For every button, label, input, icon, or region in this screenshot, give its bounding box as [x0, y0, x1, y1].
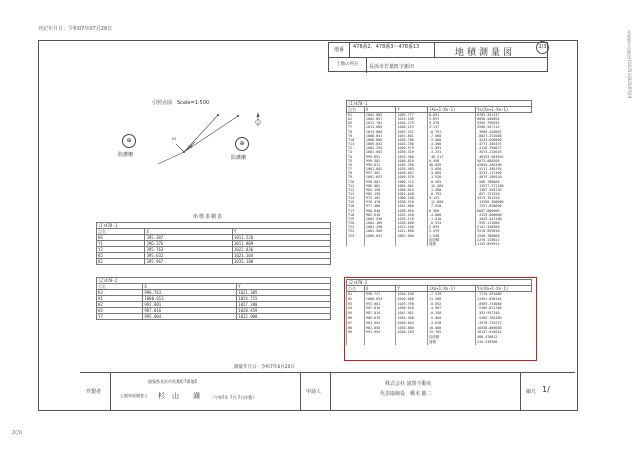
table-cell: 1001.560 [364, 229, 396, 233]
block2-label: (2)478-2 [97, 278, 331, 284]
table-cell: 1027.380 [237, 302, 331, 308]
table-cell: 986.676 [364, 316, 396, 321]
table-cell: H7 [347, 321, 365, 326]
table-cell: T9 [347, 175, 365, 179]
table-cell: T12 [347, 188, 365, 192]
table-cell: 395.763 [145, 247, 232, 253]
table-cell: 488.478612 [476, 335, 532, 340]
table-cell: -3243.600000 [476, 138, 532, 142]
area-calculation-table [346, 100, 532, 246]
table-cell: 1081.001 [396, 184, 428, 188]
table-cell: 976.470 [364, 200, 396, 204]
benchmark-right-icon: ⊕ [235, 137, 249, 151]
table-cell: -5166.621766 [476, 306, 532, 311]
table-cell: K3 [347, 121, 365, 125]
table-cell: 1035.405 [396, 167, 428, 171]
table-cell: 1000.842 [364, 234, 396, 238]
table-cell: 980.840 [364, 209, 396, 213]
table-cell: 998.801 [364, 180, 396, 184]
col-diff: (Xn+1-Xn-1) [427, 286, 475, 292]
coordinate-table-2 [96, 277, 331, 320]
table-cell: -1.280 [427, 188, 475, 192]
header-point: 点名 [97, 284, 143, 290]
table-cell: 977.480 [364, 204, 396, 208]
table-cell: -7.010 [427, 204, 475, 208]
coordinate-table-title: 座標求積表 [193, 214, 224, 220]
table-cell: 5073.088200 [476, 159, 532, 163]
table-cell [396, 340, 428, 345]
table-cell: -12.560 [427, 184, 475, 188]
table-cell: -5.050 [427, 167, 475, 171]
table-cell: 面積 [427, 242, 475, 246]
table-cell: -3233.117460 [476, 171, 532, 175]
table-cell: T8 [347, 171, 365, 175]
table-cell: 0.998 [427, 159, 475, 163]
col-y: Y [396, 107, 428, 113]
table-cell: T14 [347, 196, 365, 200]
table-cell: 244.239306 [476, 340, 532, 345]
footer-block [80, 372, 575, 411]
table-cell: -48153.903032 [476, 155, 532, 159]
table-cell: 9.378 [427, 121, 475, 125]
benchmark-left-label: 防護柵 [118, 152, 134, 158]
table-cell: Y2 [97, 247, 145, 253]
table-cell: -4771.305475 [476, 142, 532, 146]
table-cell: 395.307 [145, 235, 232, 241]
table-cell: T13 [347, 192, 365, 196]
table-cell: 1022.008 [237, 314, 331, 320]
table-cell: 1001.602 [364, 167, 396, 171]
surveyor-address: 滋賀県長浜市若葉町7番地5 [148, 379, 198, 384]
table-cell: 6607.086000 [476, 209, 532, 213]
table-cell: 1035.180 [232, 259, 330, 265]
table-cell: 1038.850 [396, 209, 428, 213]
table-cell: 1003.290 [364, 225, 396, 229]
table-cell: 1038.319 [396, 150, 428, 154]
table-cell: T7 [347, 167, 365, 171]
table-cell: 1011.528 [232, 235, 330, 241]
table-cell: H9 [347, 330, 365, 335]
table-cell: -7297.830600 [476, 204, 532, 208]
table-cell: 1040.004 [396, 321, 428, 326]
table-cell: 2.093 [427, 225, 475, 229]
benchmark-right-label: 防護柵 [231, 155, 247, 161]
table-cell: 1005.852 [364, 142, 396, 146]
table-cell: -3.085 [427, 171, 475, 175]
table-cell: 3570.959810 [476, 229, 532, 233]
table-cell: 3.697 [427, 117, 475, 121]
table-cell: 1026.008 [396, 297, 428, 302]
table-cell: 991.954 [364, 330, 396, 335]
table-cell: 6096.500894 [476, 117, 532, 121]
table-cell: -4079.209520 [476, 175, 532, 179]
table-cell: 992.001 [143, 302, 237, 308]
table-cell: -4.987 [427, 306, 475, 311]
col-x: X [364, 286, 396, 292]
table-cell: T15 [347, 200, 365, 204]
side-stamp-text: 長岡地方法務局(10225)/2025/07/29 [627, 30, 632, 99]
table-cell: 1038.310 [396, 200, 428, 204]
table-cell: T20 [347, 221, 365, 225]
col-diff: (Xn+1-Xn-1) [427, 107, 475, 113]
table-cell: T11 [347, 142, 365, 146]
table-row [347, 340, 532, 345]
table-cell: -3.928 [427, 175, 475, 179]
table-cell: 1002.885 [364, 113, 396, 118]
table-cell: -7.560 [427, 134, 475, 138]
table-cell: 倍面積 [427, 238, 475, 242]
table-cell: -3574.215619 [476, 150, 532, 154]
table-cell: -1043.441100 [476, 217, 532, 221]
table-cell [364, 242, 396, 246]
table-cell: T22 [347, 229, 365, 233]
table-cell: T23 [347, 234, 365, 238]
table-cell: -3.000 [427, 138, 475, 142]
table-cell: 998.763 [143, 290, 237, 296]
table-cell [347, 242, 365, 246]
table-cell: 1014.868 [364, 130, 396, 134]
table-cell: 2141.348300 [476, 225, 532, 229]
table-cell: 1049.786 [396, 138, 428, 142]
table-cell: 999.302 [364, 159, 396, 163]
table-cell: T16 [347, 204, 365, 208]
table-cell: 1048.818 [396, 159, 428, 163]
table-row [347, 242, 532, 246]
table-cell: 1013.685 [364, 125, 396, 129]
table-cell: -286.788660 [476, 180, 532, 184]
table-cell: 1040.570 [396, 175, 428, 179]
table-cell: 1003.777 [396, 113, 428, 118]
table-cell: 395.967 [145, 259, 232, 265]
table-cell: 395.632 [145, 253, 232, 259]
table-cell: 面積 [427, 340, 475, 345]
registration-date-text: 登記年月日：令和07年07月29日 [38, 26, 113, 32]
table-cell: 3.529 [427, 229, 475, 233]
table-cell: 1080.250 [396, 196, 428, 200]
table-cell: 1048.007 [396, 171, 428, 175]
table-cell: T10 [347, 180, 365, 184]
lot-label: 地番 [329, 43, 350, 57]
table-cell: K1 [347, 113, 365, 118]
table-cell: K6 [97, 235, 145, 241]
table-cell [396, 242, 428, 246]
page-number: 2(3) [12, 430, 23, 436]
highlighted-table [346, 279, 532, 345]
table-cell: 1029.790 [396, 302, 428, 307]
table-cell: Y7 [97, 314, 143, 320]
table-cell: 999.851 [364, 155, 396, 159]
table-cell: 10.000 [427, 326, 475, 331]
map-scale-label: 引照点図 Scale=1:500 [152, 100, 210, 106]
table-cell: 1.540 [427, 234, 475, 238]
table-cell [364, 340, 396, 345]
table-cell: -13577.371286 [476, 184, 532, 188]
table-cell: 981.954 [364, 321, 396, 326]
big-table-label: (1)478-1 [347, 101, 532, 107]
table-cell: 1004.160 [364, 221, 396, 225]
table-cell: 982.858 [364, 326, 396, 331]
table-cell: K3 [97, 290, 143, 296]
table-cell: -4.000 [427, 213, 475, 217]
table-cell: 1022.836 [232, 247, 330, 253]
table-cell: K5 [97, 253, 145, 259]
table-cell: -0.793 [427, 192, 475, 196]
table-cell: T10 [347, 138, 365, 142]
table-cell: 987.016 [143, 308, 237, 314]
header-y: Y [237, 284, 331, 290]
applicant-representative: 代表取締役 橋本 龍二 [380, 391, 432, 397]
table-cell: H6 [347, 316, 365, 321]
table-cell: -1387.550720 [476, 188, 532, 192]
table-cell: -8027.252008 [476, 134, 532, 138]
table-cell: -7715.391066 [476, 292, 532, 297]
red-table-label: (2)478-2 [347, 280, 532, 286]
table-cell: -5.093 [427, 146, 475, 150]
table-cell: T7 [347, 125, 365, 129]
table-cell: 10338.060000 [476, 326, 532, 331]
table-cell: 985.190 [364, 188, 396, 192]
table-cell [347, 340, 365, 345]
table-cell: T11 [347, 184, 365, 188]
table-cell: -857.731520 [476, 192, 532, 196]
table-cell: K2 [347, 117, 365, 121]
table-cell: -5111.386195 [476, 167, 532, 171]
table-cell: 1032.450 [396, 213, 428, 217]
table-cell: -0.265 [427, 180, 475, 184]
table-cell: 3375.781250 [476, 196, 532, 200]
table-cell: 1001.601 [364, 150, 396, 154]
table-cell: -5289.764480 [476, 316, 532, 321]
table-cell: 1033.110 [396, 217, 428, 221]
table-cell: 1081.640 [396, 192, 428, 196]
table-cell: -48.217 [427, 155, 475, 159]
table-cell: 995.004 [143, 314, 237, 320]
table-cell: 1007.000 [396, 234, 428, 238]
creation-date: （令和7年 7月 7日作製） [210, 395, 257, 400]
table-cell: 973.102 [364, 196, 396, 200]
table-cell: 1044.729 [396, 121, 428, 125]
svg-text:K6: K6 [188, 145, 193, 149]
table-cell: H8 [347, 326, 365, 331]
table-cell: 1001.657 [364, 175, 396, 179]
table-cell: H2 [97, 302, 143, 308]
table-cell: T2 [347, 146, 365, 150]
table-cell: -7.519 [427, 292, 475, 297]
document-title: 地積測量図 [455, 48, 516, 58]
place-label: 土地の所在 [329, 57, 367, 73]
table-cell: 982.610 [364, 213, 396, 217]
table-cell: 3206.567112 [476, 125, 532, 129]
table-cell: 1550.780000 [476, 234, 532, 238]
header-x: X [143, 284, 237, 290]
table-cell: 1036.018 [396, 306, 428, 311]
table-row [97, 259, 331, 265]
table-cell: 1053.308 [396, 155, 428, 159]
table-cell: -0.751 [427, 130, 475, 134]
benchmark-left-icon: ⊕ [122, 134, 136, 148]
table-cell: -3900.410662 [476, 130, 532, 134]
header-y: Y [232, 229, 330, 235]
table-cell: T18 [347, 213, 365, 217]
table-cell: 40.049 [427, 163, 475, 167]
coord-rows-1 [97, 235, 331, 265]
table-cell: -3970.735272 [476, 321, 532, 326]
table-cell: 1021.305 [237, 290, 331, 296]
table-cell: 998.727 [364, 292, 396, 297]
table-cell: H3 [347, 302, 365, 307]
table-cell: -1.010 [427, 217, 475, 221]
coordinate-table-1 [96, 222, 331, 265]
table-cell: 9356.790545 [476, 121, 532, 125]
table-cell: 11.268 [427, 297, 475, 302]
table-cell: T17 [347, 209, 365, 213]
table-cell: -0.340 [427, 311, 475, 316]
table-cell: 16147.614015 [476, 330, 532, 335]
table-cell: 1045.408 [396, 316, 428, 321]
table-cell: 8.891 [427, 113, 475, 118]
table-cell: 3.137 [427, 125, 475, 129]
table-cell: 42044.280196 [476, 163, 532, 167]
table-cell: T19 [347, 217, 365, 221]
table-cell: -5.060 [427, 316, 475, 321]
table-cell: H4 [347, 306, 365, 311]
table-cell: -12.800 [427, 200, 475, 204]
table-cell: Y1 [97, 241, 145, 247]
table-row [97, 314, 331, 320]
table-cell: 1028.600 [396, 221, 428, 225]
table-cell: T6 [347, 163, 365, 167]
table-cell: 1033.806 [396, 326, 428, 331]
applicant-label: 申請人 [306, 389, 322, 395]
applicant-company: 株式会社 滋賀不動産 [385, 381, 432, 387]
table-cell: 995.672 [364, 163, 396, 167]
col-point: 点名 [347, 107, 365, 113]
table-cell: K2 [97, 259, 145, 265]
table-cell: 985.190 [364, 192, 396, 196]
table-cell: T5 [347, 159, 365, 163]
table-cell: 3.125 [427, 196, 475, 200]
table-cell: 2270.119822 [476, 238, 532, 242]
table-cell: 986.062 [364, 184, 396, 188]
table-cell: H1 [97, 296, 143, 302]
table-cell: 15.705 [427, 330, 475, 335]
table-cell: 1045.786 [396, 142, 428, 146]
table-cell: 992.001 [364, 302, 396, 307]
surveyor-label: 作製者 [86, 389, 102, 395]
table-cell: 1011.809 [232, 241, 330, 247]
table-cell: 11561.058144 [476, 297, 532, 302]
table-cell: 1080.713 [396, 180, 428, 184]
surveyor-name: 杉 山 満 [158, 392, 200, 400]
survey-date: 測量年月日：令和7年6月25日 [234, 365, 295, 370]
table-cell: 1004.857 [364, 117, 396, 121]
table-cell: 1028.459 [237, 308, 331, 314]
table-cell: T9 [347, 134, 365, 138]
svg-text:K2: K2 [172, 137, 177, 141]
surveyor-title: 土地家屋調査士 [120, 393, 148, 398]
table-cell: H5 [347, 311, 365, 316]
scale-label: 縮尺 [526, 389, 537, 395]
table-cell: -0.913 [427, 221, 475, 225]
table-cell: 1049.252 [396, 130, 428, 134]
table-cell: H3 [97, 308, 143, 314]
table-cell: 1006.806 [364, 138, 396, 142]
table-cell: T8 [347, 130, 365, 134]
table-cell: H2 [347, 297, 365, 302]
table-cell: 1011.890 [396, 229, 428, 233]
place-value: 長浜市若葉町字新田 [369, 64, 415, 70]
table-cell: 396.376 [145, 241, 232, 247]
table-cell: 1008.841 [364, 134, 396, 138]
lot-value: 478番2、478番3〜478番13 [353, 44, 420, 50]
table-cell: 987.016 [364, 306, 396, 311]
table-cell: -3.818 [427, 321, 475, 326]
coord-rows-2 [97, 290, 331, 320]
table-cell: 1028.183 [396, 330, 428, 335]
header-x: X [145, 229, 232, 235]
table-cell: 8785.331137 [476, 113, 532, 118]
table-cell: 倍面積 [427, 335, 475, 340]
table-cell: 1011.782 [364, 121, 396, 125]
table-cell: 1048.219 [396, 125, 428, 129]
table-cell: T4 [347, 155, 365, 159]
table-cell: -939.111800 [476, 221, 532, 225]
table-cell: H1 [347, 292, 365, 297]
table-cell: 1000.653 [364, 297, 396, 302]
col-product: Yn(Xn+1-Xn-1) [476, 286, 532, 292]
table-cell: 1049.298 [396, 163, 428, 167]
table-cell: 1040.579 [396, 146, 428, 150]
table-cell: 1067.801 [396, 134, 428, 138]
table-cell: 1084.024 [396, 188, 428, 192]
table-cell: 1024.715 [237, 296, 331, 302]
table-cell: -8909.743080 [476, 302, 532, 307]
table-cell: 6.360 [427, 209, 475, 213]
table-cell: -3.231 [427, 150, 475, 154]
table-cell: -4129.800000 [476, 213, 532, 217]
table-cell: 1135.059911 [476, 242, 532, 246]
block1-label: (1)478-1 [97, 223, 331, 229]
table-cell: -4136.764677 [476, 146, 532, 150]
table-cell: -353.957340 [476, 311, 532, 316]
col-y: Y [396, 286, 428, 292]
header-point: 点名 [97, 229, 145, 235]
table-cell: -13290.368000 [476, 200, 532, 204]
table-cell: 1023.104 [232, 253, 330, 259]
table-cell: -4.300 [427, 142, 475, 146]
table-cell: 1015.109 [396, 117, 428, 121]
table-cell: 997.562 [364, 171, 396, 175]
col-product: Yn(Xn+1-Xn-1) [476, 107, 532, 113]
table-cell: 987.014 [364, 311, 396, 316]
table-cell: 1002.530 [364, 217, 396, 221]
sheet-badge: 2/3 [536, 41, 549, 54]
table-cell: T21 [347, 225, 365, 229]
table-cell: 1041.051 [396, 311, 428, 316]
table-cell: T3 [347, 150, 365, 154]
table-cell: 1041.060 [396, 204, 428, 208]
col-x: X [364, 107, 396, 113]
col-point: 点名 [347, 286, 365, 292]
table-cell: 1026.106 [396, 292, 428, 297]
table-cell: 1002.294 [364, 146, 396, 150]
table-cell: 1023.100 [396, 225, 428, 229]
table-cell: 1000.653 [143, 296, 237, 302]
table-cell: -8.652 [427, 302, 475, 307]
scale-value: 1/ [542, 385, 550, 394]
